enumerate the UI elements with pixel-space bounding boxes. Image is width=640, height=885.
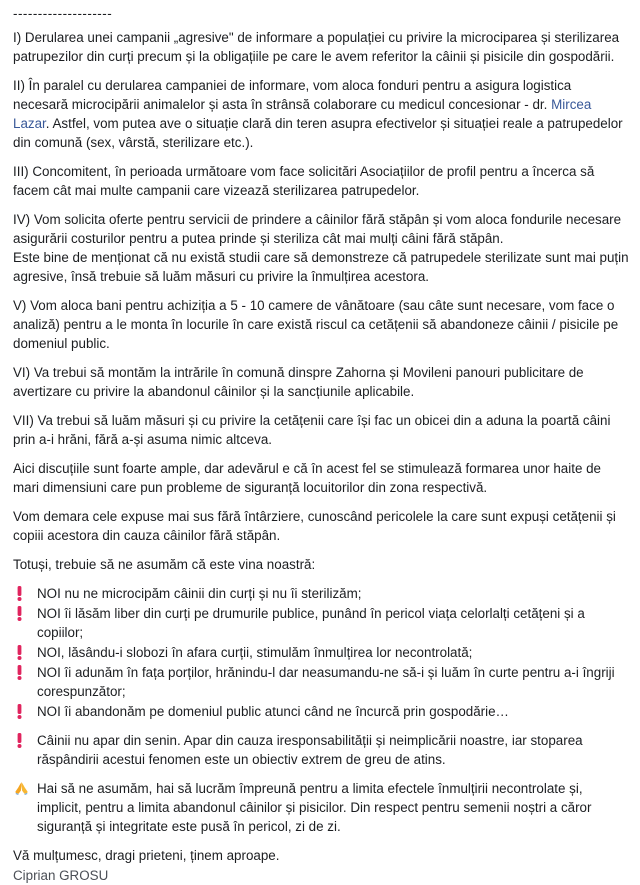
exclamation-icon — [17, 586, 22, 601]
list-item — [13, 643, 629, 662]
list-item — [13, 663, 629, 701]
exclamation-icon — [17, 645, 22, 660]
list-item-text: NOI îi lăsăm liber din curți pe drumurile publice, punând în pericol viața celorlalți cetățeni și a copiilor; — [37, 606, 585, 640]
list-item-text: NOI, lăsându-i slobozi în afara curții, stimulăm înmulțirea lor necontrolată; — [37, 645, 473, 660]
list-item-text: NOI nu ne microcipăm câinii din curți și nu îi sterilizăm; — [37, 586, 362, 601]
post-body — [13, 4, 629, 885]
paragraph-point-2-text: II) În paralel cu derularea campaniei de informare, vom aloca fonduri pentru a asigura logistica necesară microcipării animalelor și asta în strânsă colaborare cu medicul concesionar - dr. — [13, 78, 572, 112]
list-item — [13, 702, 629, 721]
list-item-text: NOI îi adunăm în fața porților, hrănindu-l dar neasumandu-ne să-i și luăm în curte pentru a-i îngriji corespunzător; — [37, 665, 615, 699]
mention-link-mircea-lazar[interactable]: Mircea Lazar — [13, 97, 592, 131]
exclamation-icon — [17, 606, 22, 621]
paragraph-action: Vom demara cele expuse mai sus fără întârziere, cunoscând pericolele la care sunt expuși cetățenii și copiii acestora din cauza câinilor fără stăpân. — [13, 509, 616, 543]
paragraph-call-to-action — [13, 779, 629, 836]
paragraph-call-to-action-text: Hai să ne asumăm, hai să lucrăm împreună pentru a limita efectele înmulțirii necontrolate și, implicit, pentru a limita abandonul câinilor și pisicilor. Din respect pentru semenii noștri a căror siguranță și integritate este pusă în pericol, zi de zi. — [37, 781, 592, 834]
paragraph-point-4-text: IV) Vom solicita oferte pentru servicii de prindere a câinilor fără stăpân și vom aloca fondurile necesare asigurării costurilor pentru a putea prinde și steriliza cât mai mulți câini fără stăpân. — [13, 212, 622, 246]
post-divider: -------------------- — [13, 6, 113, 21]
paragraph-point-4 — [13, 210, 629, 286]
paragraph-dogs-origin — [13, 731, 629, 769]
paragraph-point-3: III) Concomitent, în perioada următoare vom face solicitări Asociațiilor de profil pentru a încerca să facem cât mai multe campanii care vizează sterilizarea patrupedelor. — [13, 164, 595, 198]
paragraph-point-1: I) Derularea unei campanii „agresive" de informare a populației cu privire la microciparea și sterilizarea patrupezilor din curți precum și la obligațiile pe care le avem referitor la câinii și pisicile din gospodării. — [13, 30, 620, 64]
paragraph-point-2 — [13, 76, 629, 152]
exclamation-icon — [17, 733, 22, 748]
paragraph-dogs-origin-text: Câinii nu apar din senin. Apar din cauza iresponsabilității și neimplicării noastre, iar stoparea răspândirii acestui fenomen este un obiectiv extrem de greu de atins. — [37, 733, 583, 767]
closing-thanks: Vă mulțumesc, dragi prieteni, ținem aproape. — [13, 848, 280, 863]
paragraph-point-6: VI) Va trebui să montăm la intrările în comună dinspre Zahorna și Movileni panouri publicitare de avertizare cu privire la abandonul câinilor și la sancțiunile aplicabile. — [13, 365, 584, 399]
paragraph-discussion: Aici discuțiile sunt foarte ample, dar adevărul e că în acest fel se stimulează formarea unor haite de mari dimensiuni care pun probleme de siguranță locuitorilor din zona respectivă. — [13, 461, 602, 495]
paragraph-point-4-note: Este bine de menționat că nu există studii care să demonstreze că patrupedele sterilizate sunt mai puțin agresive, însă trebuie să luăm măsuri cu privire la înmulțirea acestora. — [13, 250, 629, 284]
paragraph-point-2-text-end: . Astfel, vom putea ave o situație clară din teren asupra efectivelor și situației reale a patrupedelor din comună (sex, vârstă, sterilizare etc.). — [13, 116, 623, 150]
paragraph-responsibility-intro: Totuși, trebuie să ne asumăm că este vina noastră: — [13, 557, 316, 572]
list-item — [13, 604, 629, 642]
responsibility-list — [13, 584, 629, 721]
paragraph-point-7: VII) Va trebui să luăm măsuri și cu privire la cetățenii care își fac un obicei din a aduna la poartă câini prin a-i hrăni, fără a-și asuma nimic altceva. — [13, 413, 611, 447]
author-name: Ciprian GROSU — [13, 868, 109, 883]
list-item-text: NOI îi abandonăm pe domeniul public atunci când ne încurcă prin gospodărie… — [37, 704, 509, 719]
folded-hands-icon — [14, 781, 29, 795]
signature-block — [13, 846, 629, 885]
exclamation-icon — [17, 704, 22, 719]
exclamation-icon — [17, 665, 22, 680]
paragraph-point-5: V) Vom aloca bani pentru achiziția a 5 - 10 camere de vânătoare (sau câte sunt necesare, vom face o analiză) pentru a le monta în locurile în care există riscul ca cetățenii să abandoneze câinii / pisicile pe domeniul public. — [13, 298, 619, 351]
list-item — [13, 584, 629, 603]
